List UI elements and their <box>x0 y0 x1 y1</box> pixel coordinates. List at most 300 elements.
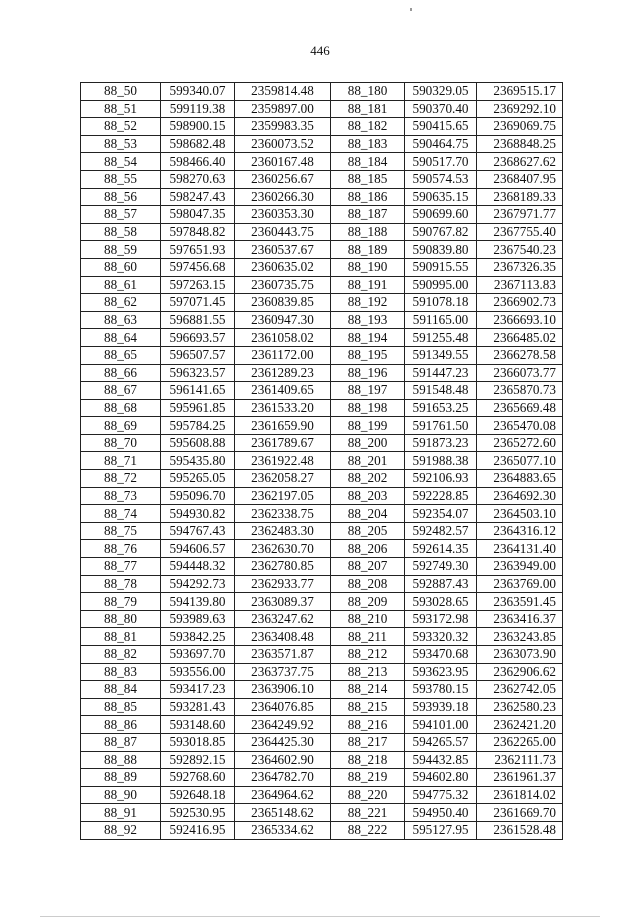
point-a-y-cell: 2362338.75 <box>235 505 331 523</box>
point-a-x-cell: 595784.25 <box>161 417 235 435</box>
page-number: 446 <box>310 43 330 58</box>
point-a-y-cell: 2363247.62 <box>235 610 331 628</box>
point-b-y-cell: 2364316.12 <box>477 522 563 540</box>
point-b-id-cell: 88_197 <box>331 382 405 400</box>
point-b-id-cell: 88_209 <box>331 593 405 611</box>
point-b-y-cell: 2362111.73 <box>477 751 563 769</box>
point-b-id-cell: 88_216 <box>331 716 405 734</box>
table-row <box>81 311 563 329</box>
point-b-y-cell: 2363769.00 <box>477 575 563 593</box>
table-row <box>81 346 563 364</box>
point-a-id-cell: 88_89 <box>81 769 161 787</box>
point-b-x-cell: 592228.85 <box>405 487 477 505</box>
point-a-x-cell: 595265.05 <box>161 470 235 488</box>
table-row <box>81 241 563 259</box>
point-b-id-cell: 88_208 <box>331 575 405 593</box>
point-a-y-cell: 2364249.92 <box>235 716 331 734</box>
table-row <box>81 610 563 628</box>
point-a-x-cell: 594606.57 <box>161 540 235 558</box>
point-b-y-cell: 2369292.10 <box>477 100 563 118</box>
point-a-y-cell: 2360353.30 <box>235 206 331 224</box>
table-row <box>81 434 563 452</box>
point-b-x-cell: 591761.50 <box>405 417 477 435</box>
point-b-x-cell: 591653.25 <box>405 399 477 417</box>
point-a-id-cell: 88_78 <box>81 575 161 593</box>
table-row <box>81 663 563 681</box>
point-a-id-cell: 88_68 <box>81 399 161 417</box>
table-row <box>81 804 563 822</box>
point-a-y-cell: 2360167.48 <box>235 153 331 171</box>
point-a-x-cell: 596881.55 <box>161 311 235 329</box>
point-a-y-cell: 2363737.75 <box>235 663 331 681</box>
point-b-y-cell: 2365870.73 <box>477 382 563 400</box>
point-a-x-cell: 596323.57 <box>161 364 235 382</box>
point-b-y-cell: 2364503.10 <box>477 505 563 523</box>
point-b-id-cell: 88_218 <box>331 751 405 769</box>
point-b-y-cell: 2368407.95 <box>477 170 563 188</box>
point-a-id-cell: 88_66 <box>81 364 161 382</box>
point-b-x-cell: 593470.68 <box>405 646 477 664</box>
point-b-x-cell: 594950.40 <box>405 804 477 822</box>
point-b-y-cell: 2363416.37 <box>477 610 563 628</box>
point-b-y-cell: 2362742.05 <box>477 681 563 699</box>
point-a-y-cell: 2361659.90 <box>235 417 331 435</box>
point-a-id-cell: 88_52 <box>81 118 161 136</box>
point-a-y-cell: 2363089.37 <box>235 593 331 611</box>
point-a-x-cell: 599119.38 <box>161 100 235 118</box>
point-a-id-cell: 88_77 <box>81 558 161 576</box>
table-row <box>81 698 563 716</box>
point-b-y-cell: 2366902.73 <box>477 294 563 312</box>
point-b-id-cell: 88_194 <box>331 329 405 347</box>
point-a-x-cell: 599340.07 <box>161 83 235 101</box>
point-b-x-cell: 590995.00 <box>405 276 477 294</box>
point-b-y-cell: 2366693.10 <box>477 311 563 329</box>
point-a-x-cell: 593417.23 <box>161 681 235 699</box>
point-b-id-cell: 88_214 <box>331 681 405 699</box>
point-a-id-cell: 88_65 <box>81 346 161 364</box>
point-a-y-cell: 2362630.70 <box>235 540 331 558</box>
point-b-y-cell: 2362906.62 <box>477 663 563 681</box>
point-a-y-cell: 2362058.27 <box>235 470 331 488</box>
table-row <box>81 294 563 312</box>
point-b-id-cell: 88_191 <box>331 276 405 294</box>
point-a-y-cell: 2360443.75 <box>235 223 331 241</box>
point-b-y-cell: 2365470.08 <box>477 417 563 435</box>
table-row <box>81 646 563 664</box>
table-row <box>81 223 563 241</box>
point-b-id-cell: 88_184 <box>331 153 405 171</box>
point-b-x-cell: 595127.95 <box>405 821 477 839</box>
point-a-id-cell: 88_71 <box>81 452 161 470</box>
point-b-x-cell: 594432.85 <box>405 751 477 769</box>
point-b-x-cell: 590464.75 <box>405 135 477 153</box>
point-b-y-cell: 2368627.62 <box>477 153 563 171</box>
point-a-x-cell: 593989.63 <box>161 610 235 628</box>
coordinates-table-body <box>81 83 563 840</box>
table-row <box>81 716 563 734</box>
point-b-id-cell: 88_211 <box>331 628 405 646</box>
point-b-id-cell: 88_189 <box>331 241 405 259</box>
point-a-id-cell: 88_91 <box>81 804 161 822</box>
point-b-id-cell: 88_212 <box>331 646 405 664</box>
point-b-y-cell: 2363073.90 <box>477 646 563 664</box>
point-a-x-cell: 592892.15 <box>161 751 235 769</box>
point-b-id-cell: 88_205 <box>331 522 405 540</box>
point-b-y-cell: 2366485.02 <box>477 329 563 347</box>
point-b-x-cell: 593320.32 <box>405 628 477 646</box>
point-a-id-cell: 88_53 <box>81 135 161 153</box>
point-b-y-cell: 2361961.37 <box>477 769 563 787</box>
point-a-x-cell: 596507.57 <box>161 346 235 364</box>
point-b-id-cell: 88_210 <box>331 610 405 628</box>
point-b-id-cell: 88_198 <box>331 399 405 417</box>
point-b-y-cell: 2361669.70 <box>477 804 563 822</box>
point-a-x-cell: 592530.95 <box>161 804 235 822</box>
point-a-id-cell: 88_69 <box>81 417 161 435</box>
point-a-id-cell: 88_60 <box>81 258 161 276</box>
table-row <box>81 821 563 839</box>
point-b-x-cell: 592749.30 <box>405 558 477 576</box>
table-row <box>81 417 563 435</box>
point-a-y-cell: 2360735.75 <box>235 276 331 294</box>
point-b-x-cell: 590517.70 <box>405 153 477 171</box>
point-a-id-cell: 88_90 <box>81 786 161 804</box>
point-a-y-cell: 2359983.35 <box>235 118 331 136</box>
scan-mark <box>410 8 412 11</box>
point-a-y-cell: 2362933.77 <box>235 575 331 593</box>
point-b-id-cell: 88_190 <box>331 258 405 276</box>
point-a-y-cell: 2359814.48 <box>235 83 331 101</box>
point-b-x-cell: 594602.80 <box>405 769 477 787</box>
point-b-x-cell: 590839.80 <box>405 241 477 259</box>
point-a-x-cell: 594930.82 <box>161 505 235 523</box>
point-b-x-cell: 591255.48 <box>405 329 477 347</box>
table-row <box>81 206 563 224</box>
point-b-id-cell: 88_199 <box>331 417 405 435</box>
point-b-y-cell: 2362580.23 <box>477 698 563 716</box>
point-b-y-cell: 2362421.20 <box>477 716 563 734</box>
point-b-x-cell: 590915.55 <box>405 258 477 276</box>
point-a-x-cell: 597071.45 <box>161 294 235 312</box>
point-b-y-cell: 2365669.48 <box>477 399 563 417</box>
table-row <box>81 628 563 646</box>
table-row <box>81 593 563 611</box>
point-a-id-cell: 88_61 <box>81 276 161 294</box>
point-b-x-cell: 591873.23 <box>405 434 477 452</box>
point-b-id-cell: 88_222 <box>331 821 405 839</box>
point-a-id-cell: 88_55 <box>81 170 161 188</box>
table-row <box>81 786 563 804</box>
point-a-x-cell: 598247.43 <box>161 188 235 206</box>
point-a-y-cell: 2359897.00 <box>235 100 331 118</box>
point-b-y-cell: 2366278.58 <box>477 346 563 364</box>
point-b-y-cell: 2367755.40 <box>477 223 563 241</box>
point-a-id-cell: 88_50 <box>81 83 161 101</box>
point-a-x-cell: 598900.15 <box>161 118 235 136</box>
point-b-y-cell: 2363243.85 <box>477 628 563 646</box>
table-row <box>81 276 563 294</box>
point-b-id-cell: 88_221 <box>331 804 405 822</box>
point-b-x-cell: 590370.40 <box>405 100 477 118</box>
point-b-y-cell: 2368848.25 <box>477 135 563 153</box>
point-a-x-cell: 594767.43 <box>161 522 235 540</box>
table-row <box>81 769 563 787</box>
point-a-x-cell: 597848.82 <box>161 223 235 241</box>
point-a-id-cell: 88_54 <box>81 153 161 171</box>
point-b-x-cell: 592482.57 <box>405 522 477 540</box>
table-row <box>81 258 563 276</box>
point-a-id-cell: 88_87 <box>81 733 161 751</box>
point-a-x-cell: 596141.65 <box>161 382 235 400</box>
point-a-y-cell: 2362197.05 <box>235 487 331 505</box>
point-b-id-cell: 88_200 <box>331 434 405 452</box>
point-a-x-cell: 596693.57 <box>161 329 235 347</box>
table-row <box>81 681 563 699</box>
point-b-x-cell: 590767.82 <box>405 223 477 241</box>
point-a-y-cell: 2360635.02 <box>235 258 331 276</box>
point-a-y-cell: 2363906.10 <box>235 681 331 699</box>
point-b-y-cell: 2364883.65 <box>477 470 563 488</box>
point-a-id-cell: 88_59 <box>81 241 161 259</box>
point-a-y-cell: 2360073.52 <box>235 135 331 153</box>
point-a-id-cell: 88_58 <box>81 223 161 241</box>
point-a-id-cell: 88_80 <box>81 610 161 628</box>
table-row <box>81 100 563 118</box>
point-a-id-cell: 88_56 <box>81 188 161 206</box>
point-a-x-cell: 593842.25 <box>161 628 235 646</box>
point-b-id-cell: 88_220 <box>331 786 405 804</box>
table-row <box>81 382 563 400</box>
point-a-id-cell: 88_64 <box>81 329 161 347</box>
point-a-y-cell: 2364782.70 <box>235 769 331 787</box>
point-b-id-cell: 88_181 <box>331 100 405 118</box>
point-b-x-cell: 591165.00 <box>405 311 477 329</box>
point-a-x-cell: 593148.60 <box>161 716 235 734</box>
point-b-x-cell: 590635.15 <box>405 188 477 206</box>
point-a-y-cell: 2364076.85 <box>235 698 331 716</box>
point-b-x-cell: 594775.32 <box>405 786 477 804</box>
point-b-y-cell: 2369515.17 <box>477 83 563 101</box>
point-a-y-cell: 2363571.87 <box>235 646 331 664</box>
point-b-y-cell: 2365077.10 <box>477 452 563 470</box>
point-b-id-cell: 88_215 <box>331 698 405 716</box>
point-a-x-cell: 598047.35 <box>161 206 235 224</box>
point-b-id-cell: 88_183 <box>331 135 405 153</box>
point-b-y-cell: 2363949.00 <box>477 558 563 576</box>
point-a-id-cell: 88_88 <box>81 751 161 769</box>
point-b-y-cell: 2365272.60 <box>477 434 563 452</box>
table-row <box>81 522 563 540</box>
point-b-x-cell: 590329.05 <box>405 83 477 101</box>
point-a-y-cell: 2365334.62 <box>235 821 331 839</box>
point-a-x-cell: 594292.73 <box>161 575 235 593</box>
table-row <box>81 153 563 171</box>
point-a-x-cell: 593697.70 <box>161 646 235 664</box>
point-a-id-cell: 88_79 <box>81 593 161 611</box>
point-b-x-cell: 594101.00 <box>405 716 477 734</box>
point-b-id-cell: 88_188 <box>331 223 405 241</box>
point-a-y-cell: 2360256.67 <box>235 170 331 188</box>
point-b-x-cell: 594265.57 <box>405 733 477 751</box>
point-a-x-cell: 595608.88 <box>161 434 235 452</box>
point-a-x-cell: 598270.63 <box>161 170 235 188</box>
point-a-x-cell: 595096.70 <box>161 487 235 505</box>
point-a-y-cell: 2362483.30 <box>235 522 331 540</box>
point-b-y-cell: 2368189.33 <box>477 188 563 206</box>
table-row <box>81 188 563 206</box>
table-row <box>81 558 563 576</box>
point-b-x-cell: 593623.95 <box>405 663 477 681</box>
point-a-id-cell: 88_81 <box>81 628 161 646</box>
point-b-x-cell: 591447.23 <box>405 364 477 382</box>
point-a-id-cell: 88_51 <box>81 100 161 118</box>
point-a-id-cell: 88_62 <box>81 294 161 312</box>
point-b-y-cell: 2361814.02 <box>477 786 563 804</box>
table-row <box>81 751 563 769</box>
point-b-x-cell: 592354.07 <box>405 505 477 523</box>
point-a-y-cell: 2364964.62 <box>235 786 331 804</box>
point-a-id-cell: 88_67 <box>81 382 161 400</box>
point-a-x-cell: 598682.48 <box>161 135 235 153</box>
table-row <box>81 505 563 523</box>
table-row <box>81 452 563 470</box>
point-a-x-cell: 597456.68 <box>161 258 235 276</box>
point-b-x-cell: 592887.43 <box>405 575 477 593</box>
point-a-x-cell: 594139.80 <box>161 593 235 611</box>
point-b-x-cell: 593172.98 <box>405 610 477 628</box>
point-a-y-cell: 2360537.67 <box>235 241 331 259</box>
point-a-id-cell: 88_92 <box>81 821 161 839</box>
point-b-id-cell: 88_193 <box>331 311 405 329</box>
point-a-x-cell: 597651.93 <box>161 241 235 259</box>
point-b-id-cell: 88_206 <box>331 540 405 558</box>
point-a-y-cell: 2361409.65 <box>235 382 331 400</box>
point-a-y-cell: 2361172.00 <box>235 346 331 364</box>
point-b-id-cell: 88_186 <box>331 188 405 206</box>
point-a-x-cell: 592648.18 <box>161 786 235 804</box>
point-b-id-cell: 88_201 <box>331 452 405 470</box>
point-b-id-cell: 88_180 <box>331 83 405 101</box>
table-row <box>81 399 563 417</box>
point-a-id-cell: 88_76 <box>81 540 161 558</box>
point-b-id-cell: 88_192 <box>331 294 405 312</box>
point-a-x-cell: 598466.40 <box>161 153 235 171</box>
table-row <box>81 118 563 136</box>
point-a-y-cell: 2361922.48 <box>235 452 331 470</box>
point-a-y-cell: 2363408.48 <box>235 628 331 646</box>
point-a-id-cell: 88_74 <box>81 505 161 523</box>
point-a-x-cell: 594448.32 <box>161 558 235 576</box>
point-a-x-cell: 593281.43 <box>161 698 235 716</box>
point-a-id-cell: 88_63 <box>81 311 161 329</box>
point-a-y-cell: 2362780.85 <box>235 558 331 576</box>
point-a-id-cell: 88_75 <box>81 522 161 540</box>
point-a-id-cell: 88_83 <box>81 663 161 681</box>
point-a-y-cell: 2361533.20 <box>235 399 331 417</box>
point-b-x-cell: 590415.65 <box>405 118 477 136</box>
point-b-x-cell: 591349.55 <box>405 346 477 364</box>
point-b-y-cell: 2367971.77 <box>477 206 563 224</box>
point-b-id-cell: 88_196 <box>331 364 405 382</box>
point-a-y-cell: 2360947.30 <box>235 311 331 329</box>
point-a-id-cell: 88_70 <box>81 434 161 452</box>
point-b-id-cell: 88_217 <box>331 733 405 751</box>
point-a-id-cell: 88_57 <box>81 206 161 224</box>
point-b-id-cell: 88_213 <box>331 663 405 681</box>
table-row <box>81 733 563 751</box>
point-b-x-cell: 591988.38 <box>405 452 477 470</box>
point-b-id-cell: 88_195 <box>331 346 405 364</box>
point-b-y-cell: 2364692.30 <box>477 487 563 505</box>
table-row <box>81 329 563 347</box>
point-b-id-cell: 88_207 <box>331 558 405 576</box>
point-b-x-cell: 590699.60 <box>405 206 477 224</box>
point-a-id-cell: 88_84 <box>81 681 161 699</box>
point-a-x-cell: 593018.85 <box>161 733 235 751</box>
table-row <box>81 170 563 188</box>
point-a-y-cell: 2364425.30 <box>235 733 331 751</box>
point-b-x-cell: 593028.65 <box>405 593 477 611</box>
point-a-x-cell: 595961.85 <box>161 399 235 417</box>
table-row <box>81 470 563 488</box>
point-a-y-cell: 2360266.30 <box>235 188 331 206</box>
point-a-y-cell: 2361289.23 <box>235 364 331 382</box>
table-row <box>81 487 563 505</box>
point-b-x-cell: 592106.93 <box>405 470 477 488</box>
table-row <box>81 83 563 101</box>
point-a-x-cell: 593556.00 <box>161 663 235 681</box>
point-a-x-cell: 597263.15 <box>161 276 235 294</box>
table-row <box>81 575 563 593</box>
point-b-id-cell: 88_202 <box>331 470 405 488</box>
table-row <box>81 135 563 153</box>
point-b-y-cell: 2366073.77 <box>477 364 563 382</box>
point-b-y-cell: 2367113.83 <box>477 276 563 294</box>
point-a-id-cell: 88_82 <box>81 646 161 664</box>
point-b-id-cell: 88_204 <box>331 505 405 523</box>
point-a-x-cell: 592416.95 <box>161 821 235 839</box>
point-b-x-cell: 592614.35 <box>405 540 477 558</box>
point-b-x-cell: 593939.18 <box>405 698 477 716</box>
point-b-id-cell: 88_203 <box>331 487 405 505</box>
point-b-y-cell: 2364131.40 <box>477 540 563 558</box>
point-a-id-cell: 88_85 <box>81 698 161 716</box>
point-b-y-cell: 2367326.35 <box>477 258 563 276</box>
point-a-y-cell: 2361789.67 <box>235 434 331 452</box>
point-b-y-cell: 2369069.75 <box>477 118 563 136</box>
point-b-y-cell: 2363591.45 <box>477 593 563 611</box>
point-a-y-cell: 2364602.90 <box>235 751 331 769</box>
point-b-x-cell: 591548.48 <box>405 382 477 400</box>
point-a-x-cell: 595435.80 <box>161 452 235 470</box>
point-b-id-cell: 88_219 <box>331 769 405 787</box>
point-b-id-cell: 88_185 <box>331 170 405 188</box>
point-a-y-cell: 2360839.85 <box>235 294 331 312</box>
point-b-x-cell: 593780.15 <box>405 681 477 699</box>
point-a-id-cell: 88_86 <box>81 716 161 734</box>
point-a-id-cell: 88_73 <box>81 487 161 505</box>
point-b-id-cell: 88_187 <box>331 206 405 224</box>
point-a-x-cell: 592768.60 <box>161 769 235 787</box>
point-b-x-cell: 591078.18 <box>405 294 477 312</box>
point-a-y-cell: 2365148.62 <box>235 804 331 822</box>
table-row <box>81 540 563 558</box>
point-b-y-cell: 2361528.48 <box>477 821 563 839</box>
point-a-id-cell: 88_72 <box>81 470 161 488</box>
point-b-x-cell: 590574.53 <box>405 170 477 188</box>
point-b-y-cell: 2362265.00 <box>477 733 563 751</box>
